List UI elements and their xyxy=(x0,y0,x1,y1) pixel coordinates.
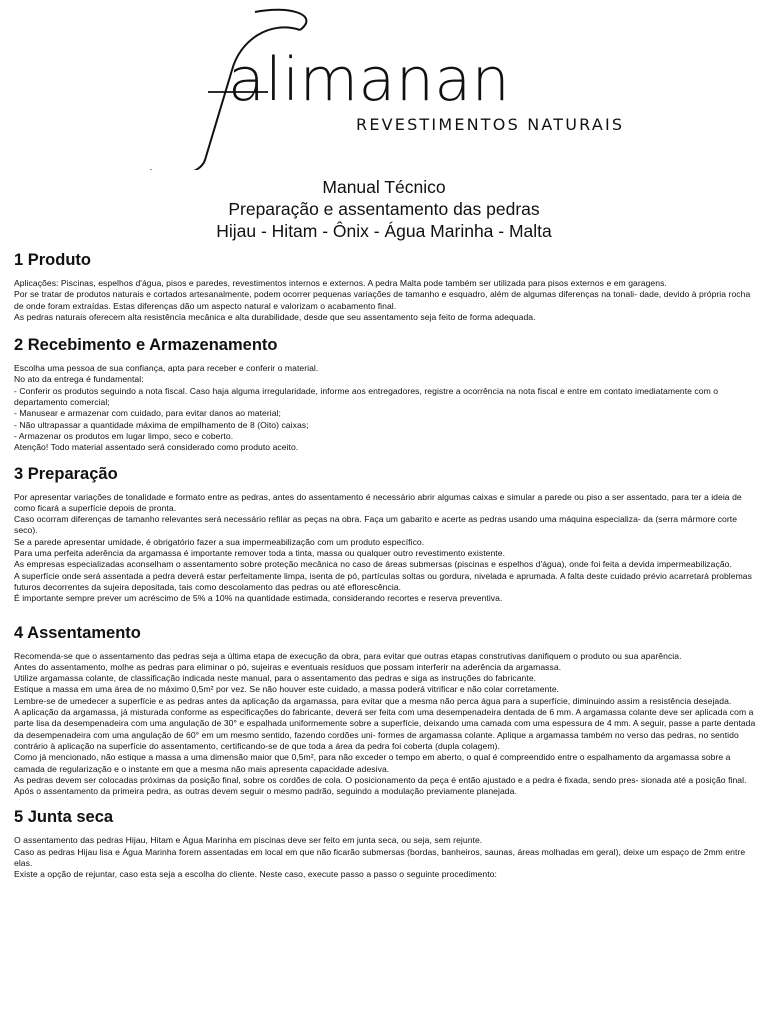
paragraph: - Manusear e armazenar com cuidado, para evitar danos ao material; xyxy=(14,408,281,419)
section-heading: 4 Assentamento xyxy=(14,623,141,642)
section-assentamento xyxy=(14,623,756,798)
section-heading: 1 Produto xyxy=(14,251,91,269)
paragraph: Recomenda-se que o assentamento das pedras seja a última etapa de execução da obra, para evitar que outras etapas construtivas danifiquem o produto ou sua aparência. xyxy=(14,650,682,661)
paragraph: Caso as pedras Hijau lisa e Água Marinha forem assentadas em local em que não ficarão submersas (bordas, banheiros, saunas, áreas molhadas em geral), deixe um espaço de 2mm entre elas. xyxy=(14,846,746,868)
paragraph: A superfície onde será assentada a pedra deverá estar perfeitamente limpa, isenta de pó, partículas soltas ou gordura, nivelada e aprumada. A falta deste cuidado prévio acarretará problemas futuros decorrentes da sujeira depositada, tais como descolamento das pedras ou até eflorescência. xyxy=(14,570,752,592)
section-recebimento xyxy=(14,335,756,453)
paragraph: Após o assentamento da primeira pedra, as outras devem seguir o mesmo padrão, seguindo a modulação previamente planejada. xyxy=(14,786,517,797)
paragraph: A aplicação da argamassa, já misturada conforme as especificações do fabricante, deverá ser feita com uma desempenadeira dentada de 6 mm. A argamassa colante deve ser aplicada com a parte lisa da desempenadeira com uma angulação de 30° e espalhada uniformemente sobre a superfície, deixando uma camada com uma espessura de 4 mm. A seguir, passe a parte dentada da desempenadeira com uma angulação de 60° em um mesmo sentido, fazendo cordões uni- formes de argamassa colante. Aplique a argamassa também no verso das pedras, no sentido contrário à aplicação na superfície do assentamento, certificando-se de que toda a área da pedra foi coberta (dupla colagem). xyxy=(14,707,756,751)
document-title xyxy=(0,176,768,242)
section-heading: 2 Recebimento e Armazenamento xyxy=(14,336,278,355)
paragraph: Se a parede apresentar umidade, é obrigatório fazer a sua impermeabilização com um produto específico. xyxy=(14,536,425,547)
section-heading: 3 Preparação xyxy=(14,464,118,483)
paragraph: Utilize argamassa colante, de classificação indicada neste manual, para o assentamento das pedras e siga as instruções do fabricante. xyxy=(14,673,537,684)
paragraph: Caso ocorram diferenças de tamanho relevantes será necessário refilar as peças na obra. Faça um gabarito e acerte as pedras usando uma máquina especializa- da (serra mármore corte seco). xyxy=(14,514,738,536)
paragraph: Para uma perfeita aderência da argamassa é importante remover toda a tinta, massa ou qualquer outro revestimento existente. xyxy=(14,548,506,559)
document-body xyxy=(14,250,756,891)
brand-logo xyxy=(0,0,768,170)
paragraph: Existe a opção de rejuntar, caso esta seja a escolha do cliente. Neste caso, execute passo a passo o seguinte procedimento: xyxy=(14,869,497,880)
paragraph: Por apresentar variações de tonalidade e formato entre as pedras, antes do assentamento é necessário abrir algumas caixas e simular a parede ou piso a ser assentado, para ter a ideia de como ficará a superfície depois de pronta. xyxy=(14,491,742,513)
paragraph: É importante sempre prever um acréscimo de 5% a 10% na quantidade estimada, considerando recortes e reserva preventiva. xyxy=(14,593,503,604)
paragraph: Por se tratar de produtos naturais e cortados artesanalmente, podem ocorrer pequenas variações de tamanho e esquadro, além de algumas diferenças na tonali- dade, devido à própria rocha de onde foram extraídas. Estas diferenças dão um aspecto natural e valorizam o acabamento final. xyxy=(14,289,751,311)
section-preparacao xyxy=(14,464,756,605)
paragraph: O assentamento das pedras Hijau, Hitam e Água Marinha em piscinas deve ser feito em junta seca, ou seja, sem rejunte. xyxy=(14,835,483,846)
paragraph: As pedras naturais oferecem alta resistência mecânica e alta durabilidade, desde que seu assentamento seja feito de forma adequada. xyxy=(14,311,536,322)
section-junta-seca xyxy=(14,807,756,880)
title-line-2: Preparação e assentamento das pedras xyxy=(228,199,540,219)
paragraph: - Armazenar os produtos em lugar limpo, seco e coberto. xyxy=(14,430,234,441)
section-produto xyxy=(14,250,756,323)
paragraph: Escolha uma pessoa de sua confiança, apta para receber e conferir o material. xyxy=(14,363,319,374)
brand-name: alimanan xyxy=(228,45,511,115)
paragraph: Como já mencionado, não estique a massa a uma dimensão maior que 0,5m², para não exceder o tempo em aberto, o qual é compreendido entre o espalhamento da argamassa sobre a camada de regularização e o instante em que a mesma não mais apresenta capacidade adesiva. xyxy=(14,752,731,774)
brand-tagline: REVESTIMENTOS NATURAIS xyxy=(356,115,625,134)
paragraph: - Não ultrapassar a quantidade máxima de empilhamento de 8 (Oito) caixas; xyxy=(14,419,309,430)
paragraph: Lembre-se de umedecer a superfície e as pedras antes da aplicação da argamassa, para evitar que a mesma não perca água para a superfície, diminuindo assim a resistência desejada. xyxy=(14,695,732,706)
title-line-1: Manual Técnico xyxy=(322,177,446,197)
paragraph: Antes do assentamento, molhe as pedras para eliminar o pó, sujeiras e eventuais resíduos que possam interferir na aderência da argamassa. xyxy=(14,661,562,672)
title-line-3: Hijau - Hitam - Ônix - Água Marinha - Malta xyxy=(216,221,552,241)
paragraph: As empresas especializadas aconselham o assentamento sobre proteção mecânica no caso de áreas submersas (piscinas e espelhos d'água), onde foi feita a devida impermeabilização. xyxy=(14,559,732,570)
section-heading: 5 Junta seca xyxy=(14,808,114,827)
paragraph: Aplicações: Piscinas, espelhos d'água, pisos e paredes, revestimentos internos e externos. A pedra Malta pode também ser utilizada para pisos externos e em garagens. xyxy=(14,278,667,288)
paragraph: Atenção! Todo material assentado será considerado como produto aceito. xyxy=(14,442,299,453)
paragraph: - Conferir os produtos seguindo a nota fiscal. Caso haja alguma irregularidade, informe aos entregadores, registre a ocorrência na nota fiscal e entre em contato imediatamente com o departamento comercial; xyxy=(14,385,719,408)
paragraph: Estique a massa em uma área de no máximo 0,5m² por vez. Se não houver este cuidado, a massa poderá vitrificar e não colar corretamente. xyxy=(14,684,560,695)
paragraph: No ato da entrega é fundamental: xyxy=(14,374,144,385)
paragraph: As pedras devem ser colocadas próximas da posição final, sobre os cordões de cola. O posicionamento da peça é então ajustado e a pedra é fixada, sendo pres- sionada até a posição final. xyxy=(14,774,747,785)
